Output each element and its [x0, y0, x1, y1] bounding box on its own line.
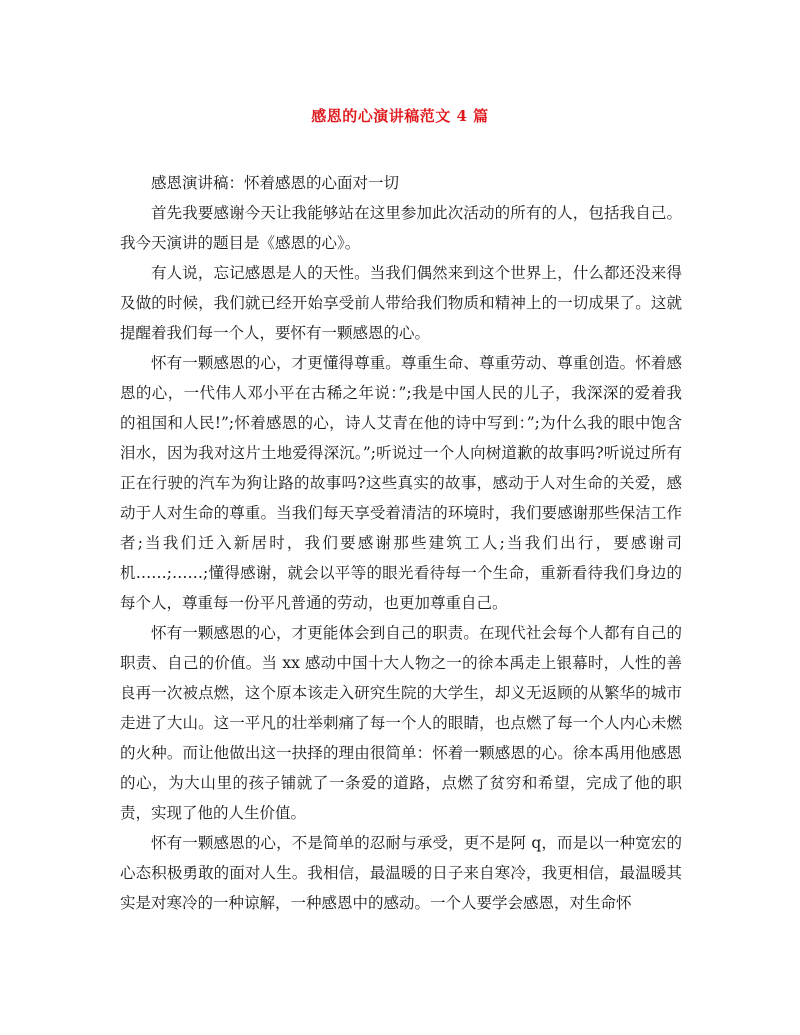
document-title: 感恩的心演讲稿范文 4 篇: [311, 107, 489, 125]
paragraph: 首先我要感谢今天让我能够站在这里参加此次活动的所有的人，包括我自己。我今天演讲的题目是《感恩的心》。: [120, 204, 682, 252]
document-body: [120, 168, 682, 918]
paragraph: 怀有一颗感恩的心，不是简单的忍耐与承受，更不是阿 q，而是以一种宽宏的心态积极勇敢的面对人生。我相信，最温暖的日子来自寒冷，我更相信，最温暖其实是对寒冷的一种谅解，一种感恩中的感动。一个人要学会感恩，对生命怀: [120, 834, 682, 912]
paragraph: 有人说，忘记感恩是人的天性。当我们偶然来到这个世界上，什么都还没来得及做的时候，我们就已经开始享受前人带给我们物质和精神上的一切成果了。这就提醒着我们每一个人，要怀有一颗感恩的心。: [120, 264, 682, 342]
paragraph: 怀有一颗感恩的心，才更懂得尊重。尊重生命、尊重劳动、尊重创造。怀着感恩的心，一代伟人邓小平在古稀之年说：”;我是中国人民的儿子，我深深的爱着我的祖国和人民!”;怀着感恩的心，诗人艾青在他的诗中写到：”;为什么我的眼中饱含泪水，因为我对这片土地爱得深沉。”;听说过一个人向树道歉的故事吗?听说过所有正在行驶的汽车为狗让路的故事吗?这些真实的故事，感动于人对生命的关爱，感动于人对生命的尊重。当我们每天享受着清洁的环境时，我们要感谢那些保洁工作者;当我们迁入新居时，我们要感谢那些建筑工人;当我们出行，要感谢司机……;……;懂得感谢，就会以平等的眼光看待每一个生命，重新看待我们身边的每个人，尊重每一份平凡普通的劳动，也更加尊重自己。: [120, 354, 682, 612]
paragraph: 怀有一颗感恩的心，才更能体会到自己的职责。在现代社会每个人都有自己的职责、自己的价值。当 xx 感动中国十大人物之一的徐本禹走上银幕时，人性的善良再一次被点燃，这个原本该走入研究生院的大学生，却义无返顾的从繁华的城市走进了大山。这一平凡的壮举刺痛了每一个人的眼睛，也点燃了每一个人内心未燃的火种。而让他做出这一抉择的理由很简单：怀着一颗感恩的心。徐本禹用他感恩的心，为大山里的孩子铺就了一条爱的道路，点燃了贫穷和希望，完成了他的职责，实现了他的人生价值。: [120, 624, 682, 822]
paragraph-subtitle: 感恩演讲稿：怀着感恩的心面对一切: [151, 174, 400, 192]
